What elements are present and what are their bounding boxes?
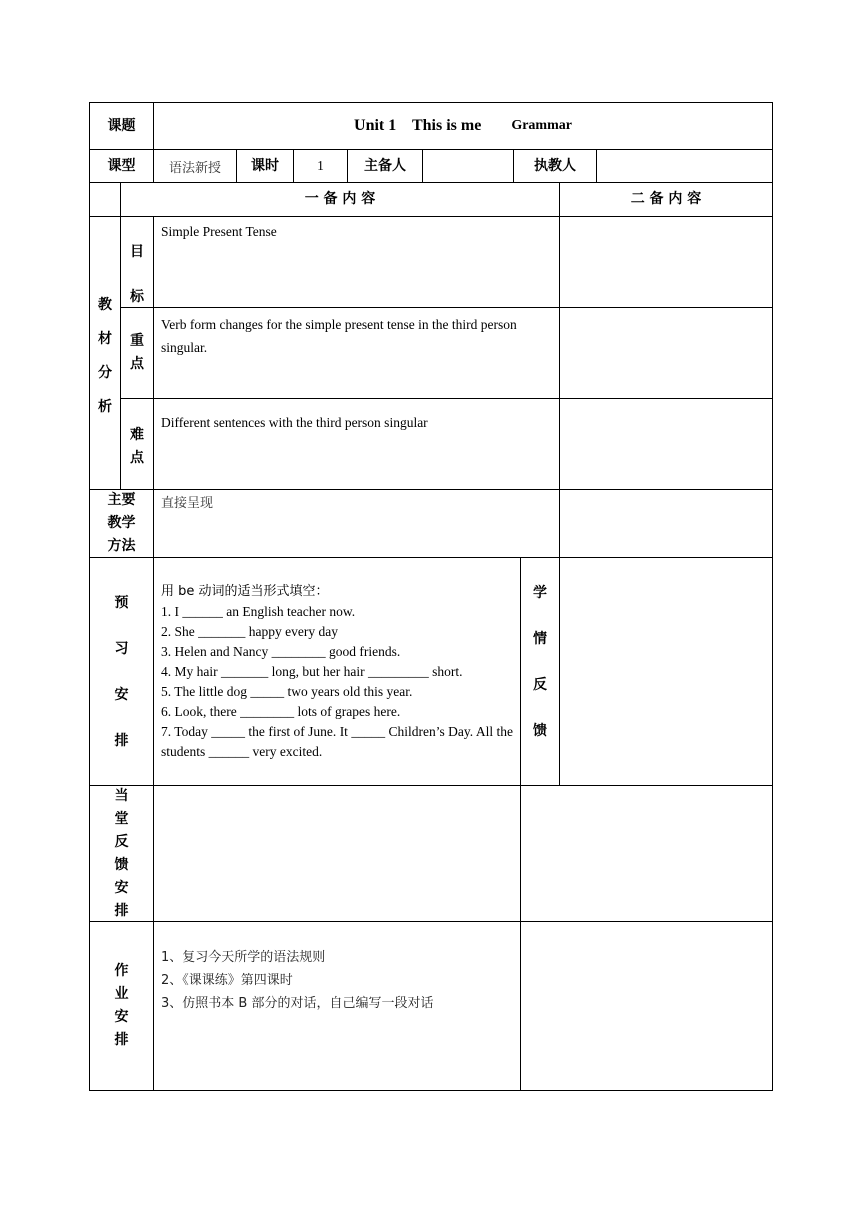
difficulty-label <box>121 399 153 489</box>
difficulty-label-char: 点 <box>130 450 144 466</box>
learning-feedback-char: 馈 <box>533 723 547 739</box>
lesson-title-main: Unit 1 This is me <box>354 117 482 134</box>
rule <box>559 182 560 786</box>
teacher-label: 执教人 <box>534 157 576 174</box>
learning-feedback-char: 反 <box>533 677 547 693</box>
hours-value: 1 <box>317 158 324 173</box>
topic-label: 课题 <box>107 117 136 134</box>
preview-label-char: 排 <box>114 732 129 749</box>
teacher-value <box>597 150 772 182</box>
homework-list <box>161 946 513 1015</box>
exercise-item: 3. Helen and Nancy ________ good friends. <box>161 644 401 659</box>
learning-feedback-label <box>521 570 559 750</box>
class-feedback-label <box>90 786 153 921</box>
exercise-item: 1. I ______ an English teacher now. <box>161 604 356 619</box>
preview-label <box>90 558 153 785</box>
learning-feedback-char: 学 <box>533 585 547 601</box>
homework-item: 1、复习今天所学的语法规则 <box>161 950 326 965</box>
rule <box>89 785 773 786</box>
preview-label-char: 安 <box>114 686 129 703</box>
homework-label-char: 排 <box>114 1032 129 1048</box>
preparer-label: 主备人 <box>364 157 406 174</box>
exercise-item: 2. She _______ happy every day <box>161 624 338 639</box>
goal-text: Simple Present Tense <box>161 224 277 239</box>
goal-label-char: 标 <box>130 289 144 305</box>
class-feedback-char: 馈 <box>114 856 129 873</box>
homework-item: 3、仿照书本 B 部分的对话，自己编写一段对话 <box>161 996 434 1011</box>
second-prep-header: 二 备 内 容 <box>630 191 702 207</box>
rule <box>153 216 154 1091</box>
rule <box>89 216 773 217</box>
method-text: 直接呈现 <box>161 496 214 511</box>
method-label <box>90 490 153 557</box>
analysis-label-char: 析 <box>98 399 112 415</box>
hours-label: 课时 <box>251 157 279 174</box>
learning-feedback-char: 情 <box>533 631 547 647</box>
exercise-item: 5. The little dog _____ two years old this year. <box>161 684 413 699</box>
key-points-label <box>121 308 153 398</box>
method-label-line: 教学 <box>107 515 136 531</box>
analysis-label-char: 教 <box>98 297 112 313</box>
rule <box>89 1090 773 1091</box>
type-value: 语法新授 <box>168 160 221 176</box>
class-feedback-char: 安 <box>114 879 129 896</box>
class-feedback-char: 反 <box>114 833 129 850</box>
rule <box>89 921 773 922</box>
analysis-label <box>90 217 120 489</box>
lesson-title <box>154 103 772 149</box>
rule <box>89 557 773 558</box>
analysis-label-char: 分 <box>98 365 112 381</box>
homework-label-char: 作 <box>114 963 129 979</box>
class-feedback-char: 堂 <box>114 810 129 827</box>
homework-label <box>90 922 153 1090</box>
preview-instruction: 用 be 动词的适当形式填空： <box>161 584 329 599</box>
difficulty-label-char: 难 <box>130 427 144 443</box>
type-label: 课型 <box>107 157 136 174</box>
method-label-line: 方法 <box>107 538 136 554</box>
goal-label <box>121 217 153 307</box>
preview-label-char: 预 <box>114 594 129 611</box>
key-points-label-char: 点 <box>130 356 144 372</box>
exercise-item: 4. My hair _______ long, but her hair _________ short. <box>161 664 463 679</box>
preview-label-char: 习 <box>114 640 129 657</box>
exercise-item: 6. Look, there ________ lots of grapes here. <box>161 704 401 719</box>
analysis-label-char: 材 <box>98 331 112 347</box>
rule <box>772 102 773 1091</box>
homework-label-char: 安 <box>114 1009 129 1025</box>
class-feedback-char: 排 <box>114 902 129 919</box>
difficulty-text: Different sentences with the third person singular <box>161 415 428 430</box>
rule <box>89 489 773 490</box>
method-label-line: 主要 <box>107 492 136 508</box>
preview-exercise <box>161 582 513 762</box>
preparer-value <box>423 150 513 182</box>
goal-label-char: 目 <box>130 244 144 260</box>
rule <box>120 307 773 308</box>
homework-label-char: 业 <box>114 986 129 1002</box>
key-points-label-char: 重 <box>130 333 144 349</box>
lesson-title-sub: Grammar <box>511 118 572 133</box>
class-feedback-char: 当 <box>114 787 129 804</box>
exercise-item: 7. Today _____ the first of June. It _____ Children’s Day. All the students ______ very excited. <box>161 724 513 759</box>
homework-item: 2、《课课练》第四课时 <box>161 973 293 988</box>
key-points-text: Verb form changes for the simple present tense in the third person singular. <box>161 317 517 355</box>
rule <box>120 398 773 399</box>
first-prep-header: 一 备 内 容 <box>304 191 376 207</box>
